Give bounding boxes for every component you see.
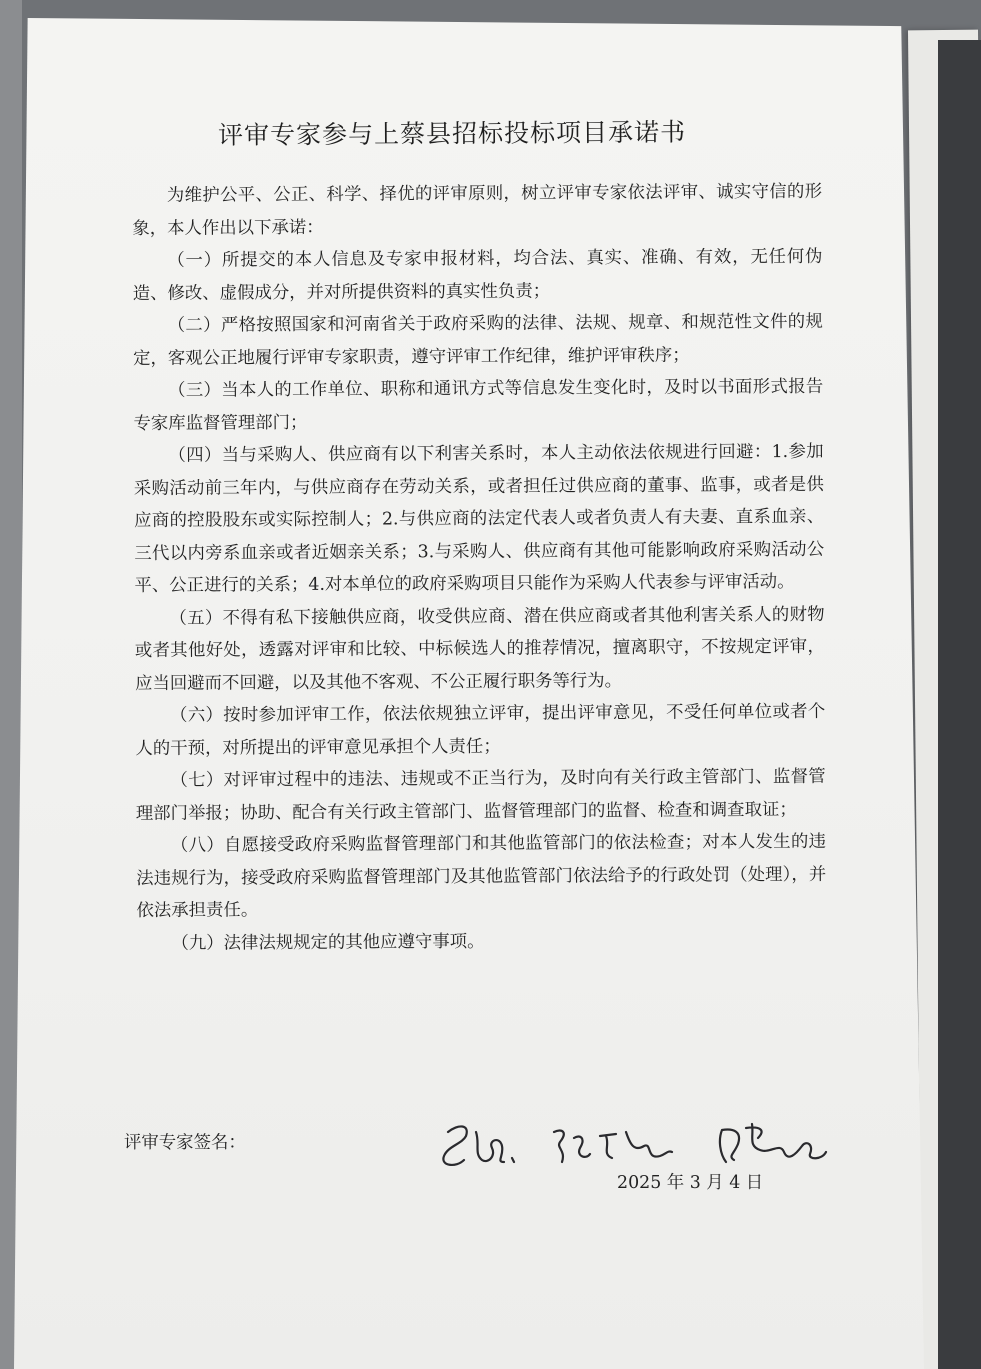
signature-2 — [554, 1130, 672, 1162]
background-dark-strip — [938, 40, 981, 1369]
clause-9: （九）法律法规规定的其他应遵守事项。 — [171, 931, 485, 954]
clause-2: （二）严格按照国家和河南省关于政府采购的法律、法规、规章、和规范性文件的规定，客观公正地履行评审专家职责，遵守评审工作纪律，维护评审秩序； — [133, 311, 823, 369]
signature-label: 评审专家签名： — [124, 1133, 246, 1153]
signing-date: 2025 年 3 月 4 日 — [617, 1173, 764, 1193]
clause-1: （一）所提交的本人信息及专家申报材料，均合法、真实、准确、有效，无任何伪造、修改、虚假成分，并对所提供资料的真实性负责； — [132, 246, 823, 304]
clause-7: （七）对评审过程中的违法、违规或不正当行为，及时向有关行政主管部门、监督管理部门举报；协助、配合有关行政主管部门、监督管理部门的监督、检查和调查取证； — [135, 766, 826, 824]
signature-1 — [443, 1126, 514, 1165]
document-body — [132, 176, 827, 960]
clause-8: （八）自愿接受政府采购监督管理部门和其他监管部门的依法检查；对本人发生的违法违规行为，接受政府采购监督管理部门及其他监管部门依法给予的行政处罚（处理），并依法承担责任。 — [136, 831, 827, 921]
document-title: 评审专家参与上蔡县招标投标项目承诺书 — [217, 117, 687, 150]
clause-5: （五）不得有私下接触供应商，收受供应商、潜在供应商或者其他利害关系人的财物或者其他好处，透露对评审和比较、中标候选人的推荐情况，擅离职守，不按规定评审，应当回避而不回避，以及其他不客观、不公正履行职务等行为。 — [134, 604, 825, 694]
clause-3: （三）当本人的工作单位、职称和通讯方式等信息发生变化时，及时以书面形式报告专家库监督管理部门； — [133, 376, 824, 434]
intro-paragraph: 为维护公平、公正、科学、择优的评审原则，树立评审专家依法评审、诚实守信的形象，本人作出以下承诺： — [132, 181, 823, 239]
clause-6: （六）按时参加评审工作，依法依规独立评审，提出评审意见，不受任何单位或者个人的干预，对所提出的评审意见承担个人责任； — [135, 701, 826, 759]
clause-4: （四）当与采购人、供应商有以下利害关系时，本人主动依法依规进行回避：1.参加采购活动前三年内，与供应商存在劳动关系，或者担任过供应商的董事、监事，或者是供应商的控股股东或实际控制人；2.与供应商的法定代表人或者负责人有夫妻、直系血亲、三代以内旁系血亲或者近姻亲关系；3.与采购人、供应商有其他可能影响政府采购活动公平、公正进行的关系；4.对本单位的政府采购项目只能作为采购人代表参与评审活动。 — [133, 441, 825, 596]
signature-3 — [720, 1124, 826, 1162]
